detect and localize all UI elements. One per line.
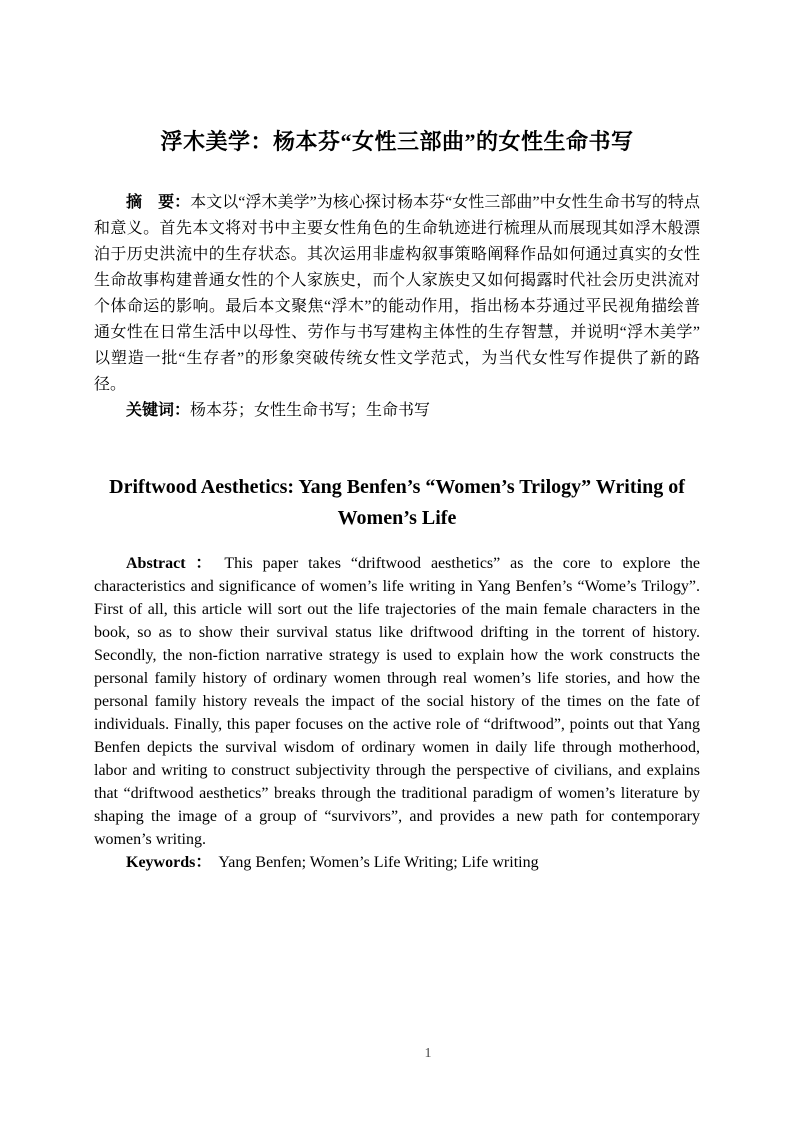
english-keywords [94, 851, 700, 874]
chinese-abstract [94, 190, 700, 398]
chinese-abstract-text: 本文以“浮木美学”为核心探讨杨本芬“女性三部曲”中女性生命书写的特点和意义。首先本文将对书中主要女性角色的生命轨迹进行梳理从而展现其如浮木般漂泊于历史洪流中的生存状态。其次运用非虚构叙事策略阐释作品如何通过真实的女性生命故事构建普通女性的个人家族史，而个人家族史又如何揭露时代社会历史洪流对个体命运的影响。最后本文聚焦“浮木”的能动作用，指出杨本芬通过平民视角描绘普通女性在日常生活中以母性、劳作与书写建构主体性的生存智慧，并说明“浮木美学”以塑造一批“生存者”的形象突破传统女性文学范式，为当代女性写作提供了新的路径。 [94, 194, 700, 393]
english-title: Driftwood Aesthetics: Yang Benfen’s “Women’s Trilogy” Writing of Women’s Life [109, 476, 685, 529]
chinese-keywords-text: 杨本芬；女性生命书写；生命书写 [190, 402, 431, 419]
english-keywords-label: Keywords： [126, 854, 212, 871]
english-abstract [94, 552, 700, 851]
english-abstract-label: Abstract ： [126, 555, 218, 572]
chinese-abstract-label: 摘 要： [126, 194, 191, 211]
page-number: 1 [424, 1046, 432, 1061]
chinese-title: 浮木美学：杨本芬“女性三部曲”的女性生命书写 [160, 129, 634, 154]
english-abstract-text: This paper takes “driftwood aesthetics” as the core to explore the characteristics and significance of women’s life writing in Yang Benfen’s “Wome’s Trilogy”. First of all, this article will sort out the life trajectories of the main female characters in the book, so as to show their survival status like driftwood drifting in the torrent of history. Secondly, the non-fiction narrative strategy is used to explain how the work constructs the personal family history of ordinary women through real women’s life stories, and how the personal family history reveals the impact of the social history of the times on the fate of individuals. Finally, this paper focuses on the active role of “driftwood”, points out that Yang Benfen depicts the survival wisdom of ordinary women in daily life through motherhood, labor and writing to construct subjectivity through the perspective of civilians, and explains that “driftwood aesthetics” breaks through the traditional paradigm of women’s literature by shaping the image of a group of “survivors”, and provides a new path for contemporary women’s writing. [94, 555, 700, 848]
chinese-keywords [94, 398, 700, 424]
english-keywords-text: Yang Benfen; Women’s Life Writing; Life writing [218, 854, 539, 871]
chinese-keywords-label: 关键词： [126, 402, 191, 419]
